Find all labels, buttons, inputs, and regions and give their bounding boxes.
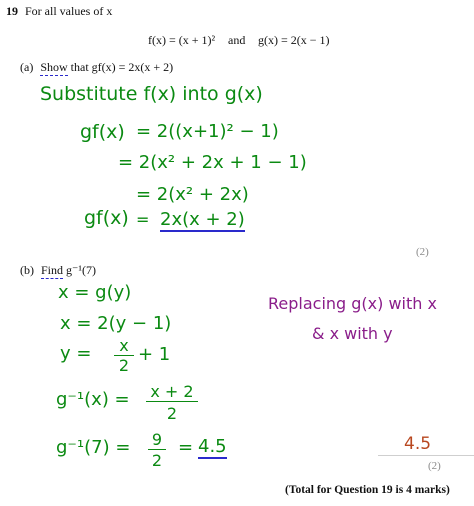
answer-line (378, 455, 474, 456)
part-b-step-4-numerator: x + 2 (146, 382, 198, 402)
part-b-step-5-result: 4.5 (198, 436, 227, 457)
part-b-marks: (2) (428, 460, 441, 472)
part-b-note-line-1: Replacing g(x) with x (268, 294, 437, 313)
part-b-step-3-lhs: y = (60, 343, 92, 364)
part-a-substitute-line: Substitute f(x) into g(x) (40, 83, 263, 105)
part-a-final-answer: 2x(x + 2) (160, 209, 245, 230)
part-b-step-1: x = g(y) (58, 282, 132, 303)
question-intro: For all values of x (25, 4, 113, 18)
part-a-step-3: = 2(x² + 2x) (136, 184, 249, 205)
part-b-step-2: x = 2(y − 1) (60, 313, 172, 334)
question-total: (Total for Question 19 is 4 marks) (285, 484, 450, 496)
question-number: 19 (6, 4, 18, 18)
function-f: f(x) = (x + 1)² (148, 33, 216, 47)
part-b-prompt (20, 263, 96, 278)
part-a-label: (a) (20, 60, 34, 74)
part-a-gf-label: gf(x) (80, 121, 125, 143)
part-b-step-5-numerator: 9 (148, 430, 166, 450)
part-b-step-5-lhs: g⁻¹(7) = (56, 437, 131, 458)
question-header (6, 4, 112, 19)
part-b-label: (b) (20, 263, 34, 277)
part-a-prompt (20, 60, 173, 75)
part-a-gf-label-final: gf(x) (84, 207, 129, 229)
part-b-step-3-numerator: x (114, 336, 134, 356)
part-b-step-3-plus: + 1 (138, 344, 171, 365)
part-a-marks: (2) (416, 246, 429, 258)
function-and: and (228, 33, 246, 47)
part-a-step-2: = 2(x² + 2x + 1 − 1) (118, 152, 307, 173)
function-g: g(x) = 2(x − 1) (258, 33, 330, 47)
part-b-prompt-text: g⁻¹(7) (66, 263, 96, 277)
part-b-command: Find (41, 263, 64, 277)
part-b-step-3-denominator: 2 (118, 356, 130, 375)
part-a-step-1: = 2((x+1)² − 1) (136, 121, 279, 142)
part-a-prompt-text: that gf(x) = 2x(x + 2) (70, 60, 174, 74)
part-b-step-5-denominator: 2 (151, 451, 163, 470)
part-b-note-line-2: & x with y (312, 324, 393, 343)
part-b-step-4-denominator: 2 (166, 404, 178, 423)
part-b-step-5-equals: = (178, 437, 194, 458)
part-a-equals-final: = (136, 210, 150, 229)
part-a-command: Show (40, 60, 68, 74)
part-b-answer-written: 4.5 (404, 434, 432, 454)
part-b-step-4-lhs: g⁻¹(x) = (56, 389, 130, 410)
